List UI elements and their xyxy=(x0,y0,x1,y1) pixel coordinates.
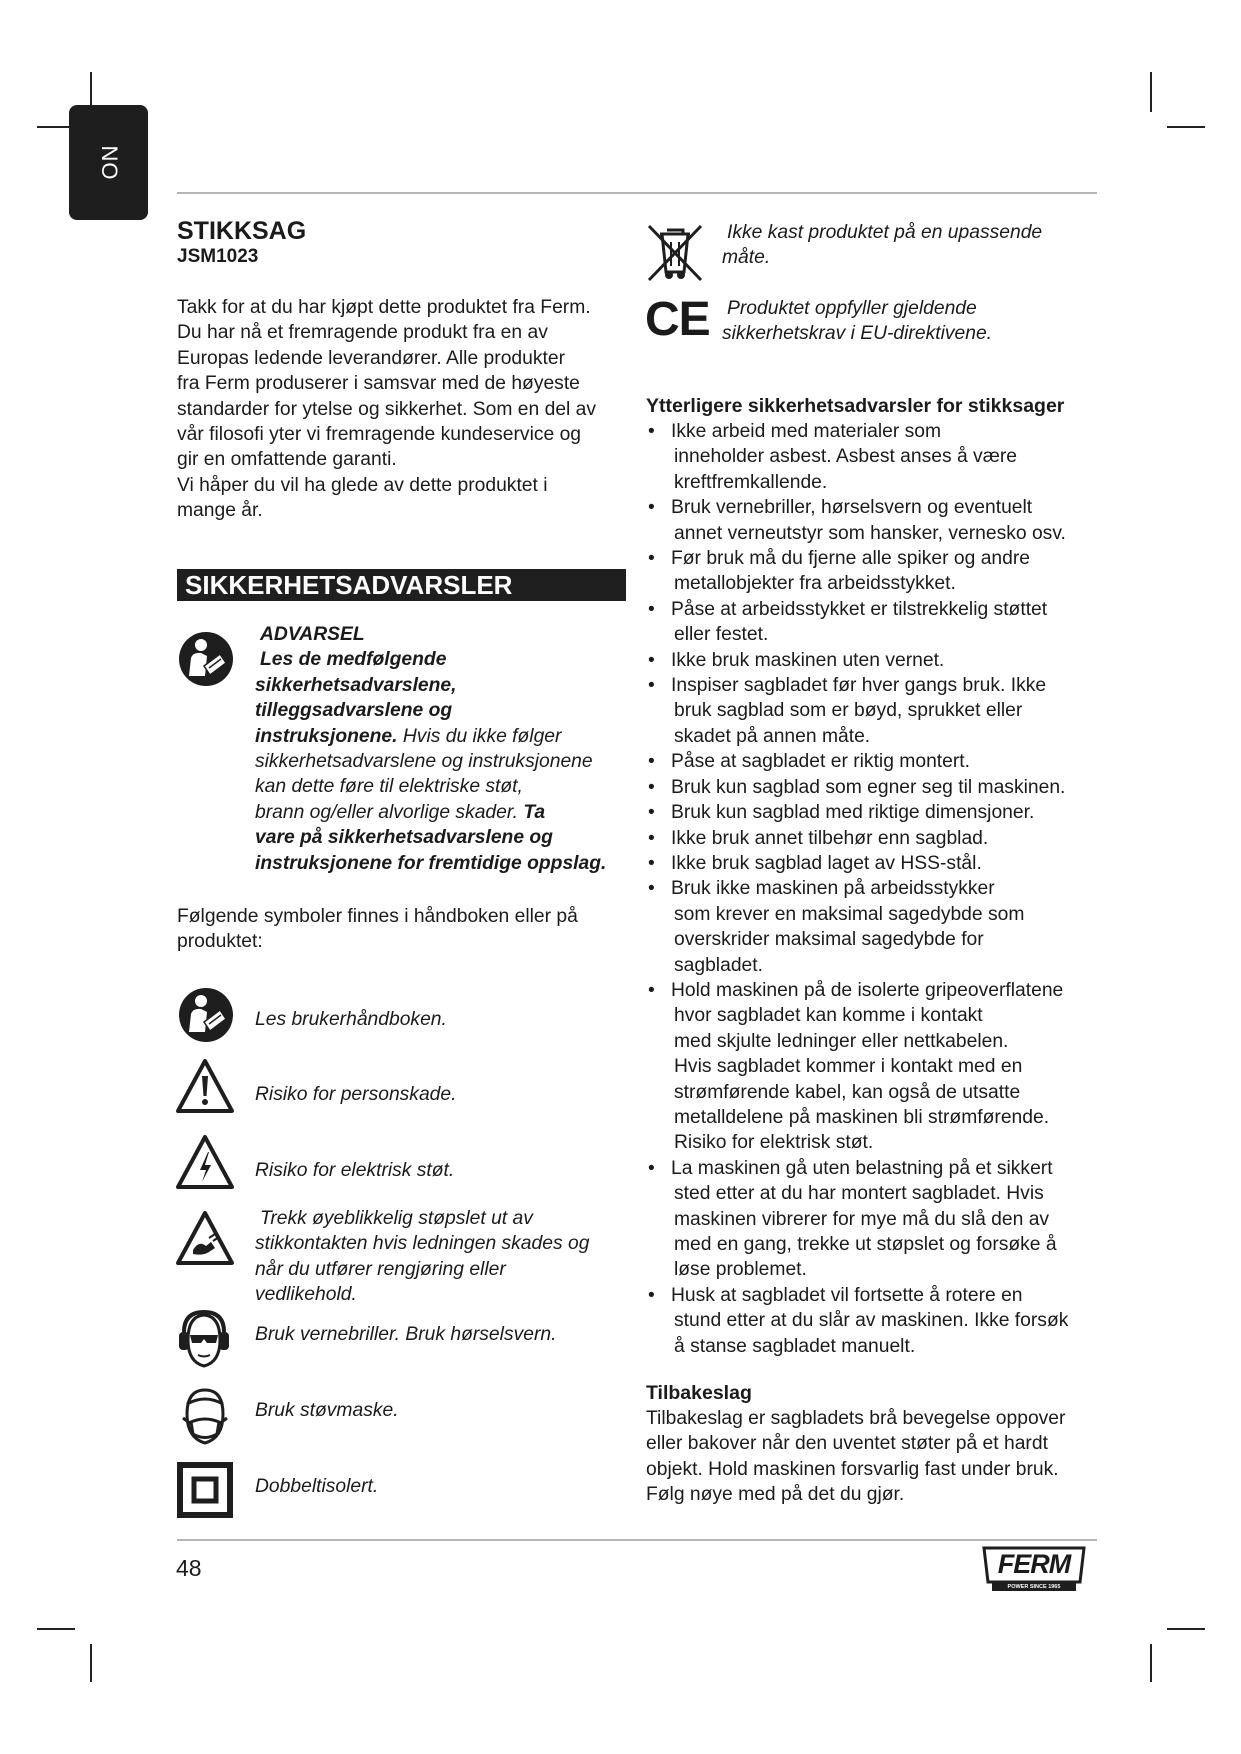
bullet-item xyxy=(646,419,1106,495)
intro-line: gir en omfattende garanti. xyxy=(177,449,397,471)
bullet-item xyxy=(646,648,1106,673)
symbol-description-multiline xyxy=(255,1206,635,1308)
warning-line-text: tilleggsadvarslene og xyxy=(255,700,453,722)
dust-mask-icon xyxy=(179,1386,231,1446)
symbol-description-line: vedlikehold. xyxy=(255,1284,357,1306)
bullet-icon: • xyxy=(648,497,655,519)
intro-line: Vi håper du vil ha glede av dette produktet i xyxy=(177,474,548,496)
ce-mark-text: CE xyxy=(645,293,710,346)
bullet-icon: • xyxy=(648,675,655,697)
warning-line-text: sikkerhetsadvarslene og instruksjonene xyxy=(255,751,593,773)
kickback-line: objekt. Hold maskinen forsvarlig fast under bruk. xyxy=(646,1458,1059,1480)
bullet-item-line: Bruk kun sagblad med riktige dimensjoner. xyxy=(671,802,1035,824)
intro-line: Takk for at du har kjøpt dette produktet fra Ferm. xyxy=(177,297,591,318)
bullet-icon: • xyxy=(648,421,655,442)
bullet-icon: • xyxy=(648,1284,655,1306)
bullet-icon: • xyxy=(648,852,655,874)
weee-line: måte. xyxy=(722,247,771,269)
top-rule xyxy=(177,192,1097,194)
ferm-logo xyxy=(980,1546,1088,1592)
intro-line: fra Ferm produserer i samsvar med de høyeste xyxy=(177,373,580,395)
intro-line: Europas ledende leverandører. Alle produkter xyxy=(177,347,566,369)
bullet-icon: • xyxy=(648,751,655,773)
warning-line-text: Les de medfølgende xyxy=(260,649,447,671)
kickback-line: eller bakover når den uventet støter på et hardt xyxy=(646,1433,1048,1455)
bullet-item xyxy=(646,876,1106,978)
symbol-description-line: Trekk øyeblikkelig støpslet ut av xyxy=(260,1208,533,1229)
bullet-item-line: som krever en maksimal sagedybde som xyxy=(674,903,1025,925)
bullet-item-line: metallobjekter fra arbeidsstykket. xyxy=(674,573,956,595)
symbol-description: Bruk støvmaske. xyxy=(255,1400,399,1421)
bullet-icon: • xyxy=(648,827,655,849)
document-title: STIKKSAG xyxy=(177,217,307,245)
bullet-item xyxy=(646,749,1106,774)
bullet-item xyxy=(646,1156,1106,1283)
bullet-icon: • xyxy=(648,548,655,570)
ferm-logo-tagline: POWER SINCE 1965 xyxy=(1007,1584,1061,1590)
intro-line: mange år. xyxy=(177,500,263,522)
read-manual-icon xyxy=(177,986,235,1044)
goggles-earmuffs-icon xyxy=(176,1310,232,1370)
warning-line-text: vare på sikkerhetsadvarslene og xyxy=(255,827,553,849)
bullet-item xyxy=(646,1283,1106,1359)
symbols-intro-line: Følgende symboler finnes i håndboken eller på xyxy=(177,906,578,927)
warning-line xyxy=(255,749,635,774)
additional-warnings-heading: Ytterligere sikkerhetsadvarsler for stikksager xyxy=(646,395,1065,417)
double-insulation-icon xyxy=(177,1462,233,1518)
warning-triangle-icon xyxy=(175,1058,235,1114)
safety-banner: SIKKERHETSADVARSLER xyxy=(177,569,626,601)
bullet-item-line: overskrider maksimal sagedybde for xyxy=(674,929,984,951)
crop-mark xyxy=(1167,1628,1205,1630)
bullet-item xyxy=(646,546,1106,597)
bullet-item xyxy=(646,673,1106,749)
bottom-rule xyxy=(177,1539,1097,1541)
ferm-logo-text: FERM xyxy=(997,1549,1071,1579)
bullet-item-line: Ikke bruk maskinen uten vernet. xyxy=(671,649,945,671)
warning-line xyxy=(255,724,635,749)
symbols-intro xyxy=(177,904,637,955)
symbol-description: Bruk vernebriller. Bruk hørselsvern. xyxy=(255,1324,557,1345)
ce-text xyxy=(722,296,1102,347)
ce-mark-icon xyxy=(645,293,710,346)
bullet-item xyxy=(646,775,1106,800)
bullet-item-line: kreftfremkallende. xyxy=(674,471,828,493)
warning-line xyxy=(255,825,635,850)
bullet-item-line: Påse at arbeidsstykket er tilstrekkelig støttet xyxy=(671,598,1048,620)
bullet-item-line: Husk at sagbladet vil fortsette å rotere en xyxy=(671,1284,1023,1306)
warning-line xyxy=(255,800,635,825)
kickback-line: Følg nøye med på det du gjør. xyxy=(646,1484,905,1506)
bullet-item xyxy=(646,597,1106,648)
bullet-item-line: Inspiser sagbladet før hver gangs bruk. Ikke xyxy=(671,675,1047,697)
bullet-item-line: hvor sagbladet kan komme i kontakt xyxy=(674,1005,983,1027)
model-number: JSM1023 xyxy=(177,246,259,267)
bullet-icon: • xyxy=(648,802,655,824)
bullet-item-line: strømførende kabel, kan også de utsatte xyxy=(674,1081,1021,1103)
bullet-item-line: med en gang, trekke ut støpslet og forsøke å xyxy=(674,1234,1057,1255)
bullet-item-line: Hold maskinen på de isolerte gripeoverflatene xyxy=(671,979,1064,1001)
bullet-item-line: annet verneutstyr som hansker, vernesko osv. xyxy=(674,522,1066,544)
weee-bin-icon xyxy=(645,222,705,284)
additional-warnings-list xyxy=(646,419,1106,1359)
bullet-item xyxy=(646,495,1106,546)
symbol-description: Dobbeltisolert. xyxy=(255,1476,379,1497)
symbol-description: Risiko for personskade. xyxy=(255,1084,457,1105)
weee-line: Ikke kast produktet på en upassende xyxy=(727,222,1043,243)
warning-line-rest: Hvis du ikke følger xyxy=(397,725,562,747)
language-tab-label: NO xyxy=(96,145,122,180)
bullet-item-line: Risiko for elektrisk støt. xyxy=(674,1132,874,1154)
crop-mark xyxy=(90,1644,92,1682)
bullet-icon: • xyxy=(648,598,655,620)
bullet-item xyxy=(646,978,1106,1156)
warning-line-text: brann og/eller alvorlige skader. xyxy=(255,801,524,823)
kickback-line: Tilbakeslag er sagbladets brå bevegelse oppover xyxy=(646,1408,1066,1430)
bullet-item-line: metalldelene på maskinen bli strømførende. xyxy=(674,1106,1050,1128)
crop-mark xyxy=(1150,1644,1152,1682)
read-manual-icon xyxy=(177,630,235,688)
symbol-description: Les brukerhåndboken. xyxy=(255,1009,447,1030)
bullet-item-line: La maskinen gå uten belastning på et sikkert xyxy=(671,1157,1053,1179)
ce-line: Produktet oppfyller gjeldende xyxy=(727,298,977,319)
unplug-icon xyxy=(175,1210,235,1266)
bullet-icon: • xyxy=(648,776,655,798)
bullet-item-line: stund etter at du slår av maskinen. Ikke forsøk xyxy=(674,1310,1069,1332)
symbol-description-line: stikkontakten hvis ledningen skades og xyxy=(255,1233,590,1255)
bullet-item-line: Bruk ikke maskinen på arbeidsstykker xyxy=(671,878,995,900)
bullet-icon: • xyxy=(648,1157,655,1179)
bullet-item-line: skadet på annen måte. xyxy=(674,725,871,747)
kickback-heading: Tilbakeslag xyxy=(646,1382,752,1405)
bullet-item-line: Ikke bruk sagblad laget av HSS-stål. xyxy=(671,852,982,874)
bullet-item-line: Ikke arbeid med materialer som xyxy=(671,421,942,442)
bullet-item-line: inneholder asbest. Asbest anses å være xyxy=(674,446,1017,468)
page-number: 48 xyxy=(176,1555,202,1581)
weee-text xyxy=(722,220,1102,271)
intro-paragraph xyxy=(177,295,637,524)
warning-line-text: kan dette føre til elektriske støt, xyxy=(255,776,523,798)
intro-line: Du har nå et fremragende produkt fra en av xyxy=(177,322,548,344)
bullet-item xyxy=(646,800,1106,825)
symbol-description-line: når du utfører rengjøring eller xyxy=(255,1258,506,1280)
ce-line: sikkerhetskrav i EU-direktivene. xyxy=(722,323,993,345)
additional-warnings xyxy=(646,394,1106,1508)
warning-line-text: sikkerhetsadvarslene, xyxy=(255,674,457,696)
warning-line xyxy=(255,698,635,723)
bullet-icon: • xyxy=(648,878,655,900)
bullet-item-line: Påse at sagbladet er riktig montert. xyxy=(671,751,971,773)
warning-line-text: instruksjonene. xyxy=(255,725,398,747)
warning-line xyxy=(255,851,635,876)
warning-line xyxy=(255,774,635,799)
warning-line-text: instruksjonene for fremtidige oppslag. xyxy=(255,852,607,874)
bullet-item-line: maskinen vibrerer for mye må du slå den av xyxy=(674,1208,1050,1230)
warning-block xyxy=(255,622,635,876)
bullet-item xyxy=(646,851,1106,876)
bullet-item-line: Bruk vernebriller, hørselsvern og eventuelt xyxy=(671,497,1033,519)
symbol-description: Risiko for elektrisk støt. xyxy=(255,1160,455,1181)
crop-mark xyxy=(37,1628,75,1630)
warning-line xyxy=(255,647,635,672)
bullet-item xyxy=(646,826,1106,851)
bullet-item-line: Ikke bruk annet tilbehør enn sagblad. xyxy=(671,827,989,849)
bullet-item-line: sagbladet. xyxy=(674,954,763,976)
warning-line xyxy=(255,673,635,698)
crop-mark xyxy=(1167,126,1205,128)
electric-shock-icon xyxy=(175,1134,235,1190)
bullet-icon: • xyxy=(648,649,655,671)
bullet-item-line: sted etter at du har montert sagbladet. Hvis xyxy=(674,1183,1044,1205)
bullet-item-line: bruk sagblad som er bøyd, sprukket eller xyxy=(674,700,1023,722)
intro-line: standarder for ytelse og sikkerhet. Som en del av xyxy=(177,398,597,420)
bullet-item-line: løse problemet. xyxy=(674,1259,807,1281)
left-column xyxy=(177,217,637,524)
warning-line-tail: Ta xyxy=(523,801,546,823)
bullet-item-line: å stanse sagbladet manuelt. xyxy=(674,1335,916,1357)
intro-line: vår filosofi yter vi fremragende kundeservice og xyxy=(177,424,582,446)
crop-mark xyxy=(1150,72,1152,112)
bullet-item-line: Hvis sagbladet kommer i kontakt med en xyxy=(674,1056,1023,1078)
language-tab xyxy=(69,105,148,220)
bullet-item-line: Før bruk må du fjerne alle spiker og andre xyxy=(671,548,1031,570)
bullet-item-line: Bruk kun sagblad som egner seg til maskinen. xyxy=(671,776,1066,798)
bullet-item-line: med skjulte ledninger eller nettkabelen. xyxy=(674,1030,1009,1052)
bullet-item-line: eller festet. xyxy=(674,624,769,646)
kickback-paragraph xyxy=(646,1406,1106,1508)
bullet-icon: • xyxy=(648,979,655,1001)
symbols-intro-line: produktet: xyxy=(177,931,263,953)
warning-label: ADVARSEL xyxy=(260,624,365,645)
